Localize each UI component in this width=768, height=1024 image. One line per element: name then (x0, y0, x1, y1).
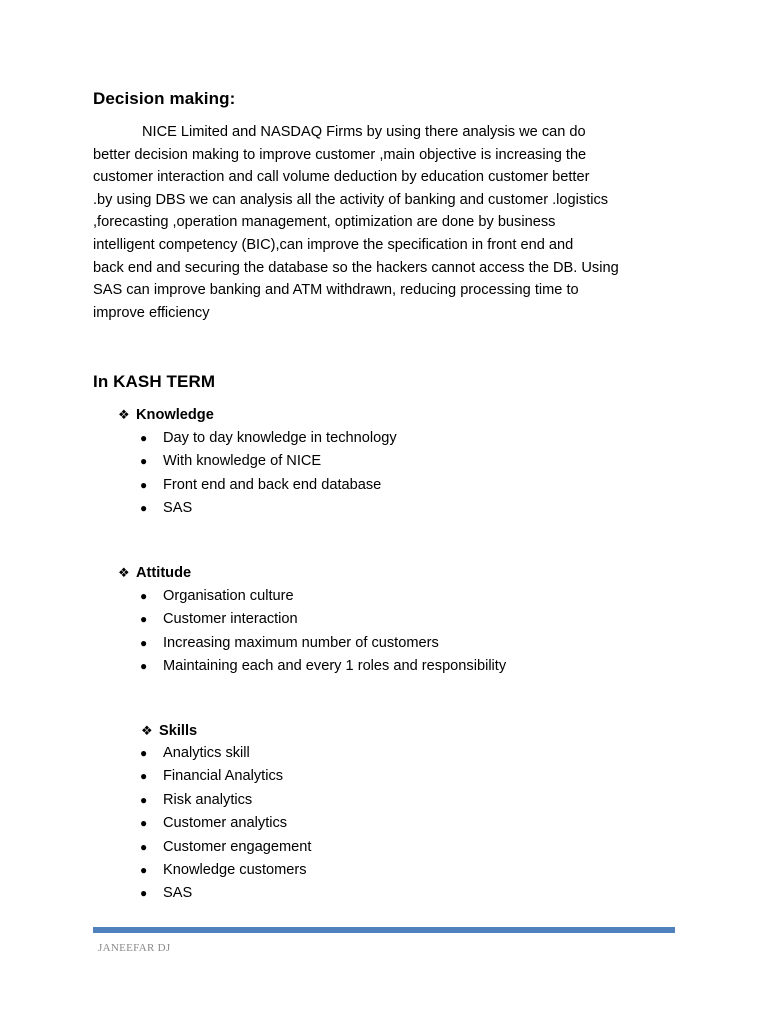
bullet-icon: ● (140, 589, 148, 603)
section-title-label: Knowledge (136, 407, 214, 423)
bullet-icon: ● (140, 431, 148, 445)
list-item-text: With knowledge of NICE (163, 453, 322, 470)
list-item-text: Increasing maximum number of customers (163, 634, 439, 651)
section-skills-title (141, 721, 197, 741)
decision-making-paragraph (93, 121, 693, 324)
list-item-text: Risk analytics (163, 791, 253, 808)
list-item (140, 497, 397, 520)
paragraph-line: better decision making to improve customer ,main objective is increasing the (93, 146, 587, 163)
bullet-icon: ● (140, 635, 148, 650)
paragraph-line: SAS can improve banking and ATM withdrawn, reducing processing time to (93, 282, 579, 299)
diamond-bullet-icon: ❖ (141, 723, 153, 738)
list-item (140, 474, 397, 497)
bullet-icon: ● (140, 792, 148, 807)
list-item (140, 859, 311, 882)
paragraph-line: ,forecasting ,operation management, optimization are done by business (93, 214, 556, 231)
bullet-icon: ● (140, 816, 148, 831)
list-item-text: Customer engagement (163, 838, 312, 855)
list-item-text: Analytics skill (163, 745, 250, 761)
footer-rule (93, 927, 675, 933)
bullet-icon: ● (140, 659, 148, 674)
paragraph-line: back end and securing the database so the hackers cannot access the DB. Using (93, 259, 619, 276)
section-attitude-title (118, 563, 191, 583)
attitude-list (140, 585, 506, 679)
list-item-text: SAS (163, 885, 193, 902)
bullet-icon: ● (140, 746, 148, 760)
list-item (140, 836, 311, 859)
diamond-bullet-icon: ❖ (118, 407, 130, 422)
heading-decision-making: Decision making: (93, 89, 236, 108)
bullet-icon: ● (140, 612, 148, 627)
diamond-bullet-icon: ❖ (118, 565, 130, 580)
bullet-icon: ● (140, 862, 148, 877)
bullet-icon: ● (140, 839, 148, 854)
paragraph-line: intelligent competency (BIC),can improve the specification in front end and (93, 236, 574, 253)
paragraph-line: NICE Limited and NASDAQ Firms by using there analysis we can do (142, 124, 586, 140)
list-item (140, 427, 397, 450)
bullet-icon: ● (140, 454, 148, 469)
paragraph-line: customer interaction and call volume deduction by education customer better (93, 169, 590, 186)
list-item (140, 789, 311, 812)
knowledge-list (140, 427, 397, 521)
list-item-text: Financial Analytics (163, 768, 284, 785)
list-item-text: Day to day knowledge in technology (163, 430, 397, 446)
footer-author: JANEEFAR DJ (98, 942, 171, 954)
list-item (140, 882, 311, 905)
list-item (140, 765, 311, 788)
list-item (140, 632, 506, 655)
heading-kash-term: In KASH TERM (93, 372, 216, 391)
list-item (140, 812, 311, 835)
list-item (140, 742, 311, 765)
list-item (140, 450, 397, 473)
skills-list (140, 742, 311, 906)
list-item-text: Customer interaction (163, 611, 298, 628)
list-item-text: SAS (163, 500, 193, 517)
bullet-icon: ● (140, 477, 148, 492)
list-item-text: Front end and back end database (163, 476, 382, 493)
list-item-text: Knowledge customers (163, 861, 307, 878)
list-item (140, 585, 506, 608)
paragraph-line: .by using DBS we can analysis all the activity of banking and customer .logistics (93, 191, 609, 208)
list-item (140, 608, 506, 631)
bullet-icon: ● (140, 501, 148, 516)
section-knowledge-title (118, 405, 214, 425)
list-item-text: Organisation culture (163, 588, 294, 604)
bullet-icon: ● (140, 886, 148, 901)
list-item-text: Customer analytics (163, 815, 288, 832)
paragraph-line: improve efficiency (93, 304, 210, 321)
bullet-icon: ● (140, 769, 148, 784)
section-title-label: Attitude (136, 565, 192, 581)
section-title-label: Skills (159, 723, 198, 739)
list-item-text: Maintaining each and every 1 roles and responsibility (163, 658, 507, 675)
list-item (140, 655, 506, 678)
